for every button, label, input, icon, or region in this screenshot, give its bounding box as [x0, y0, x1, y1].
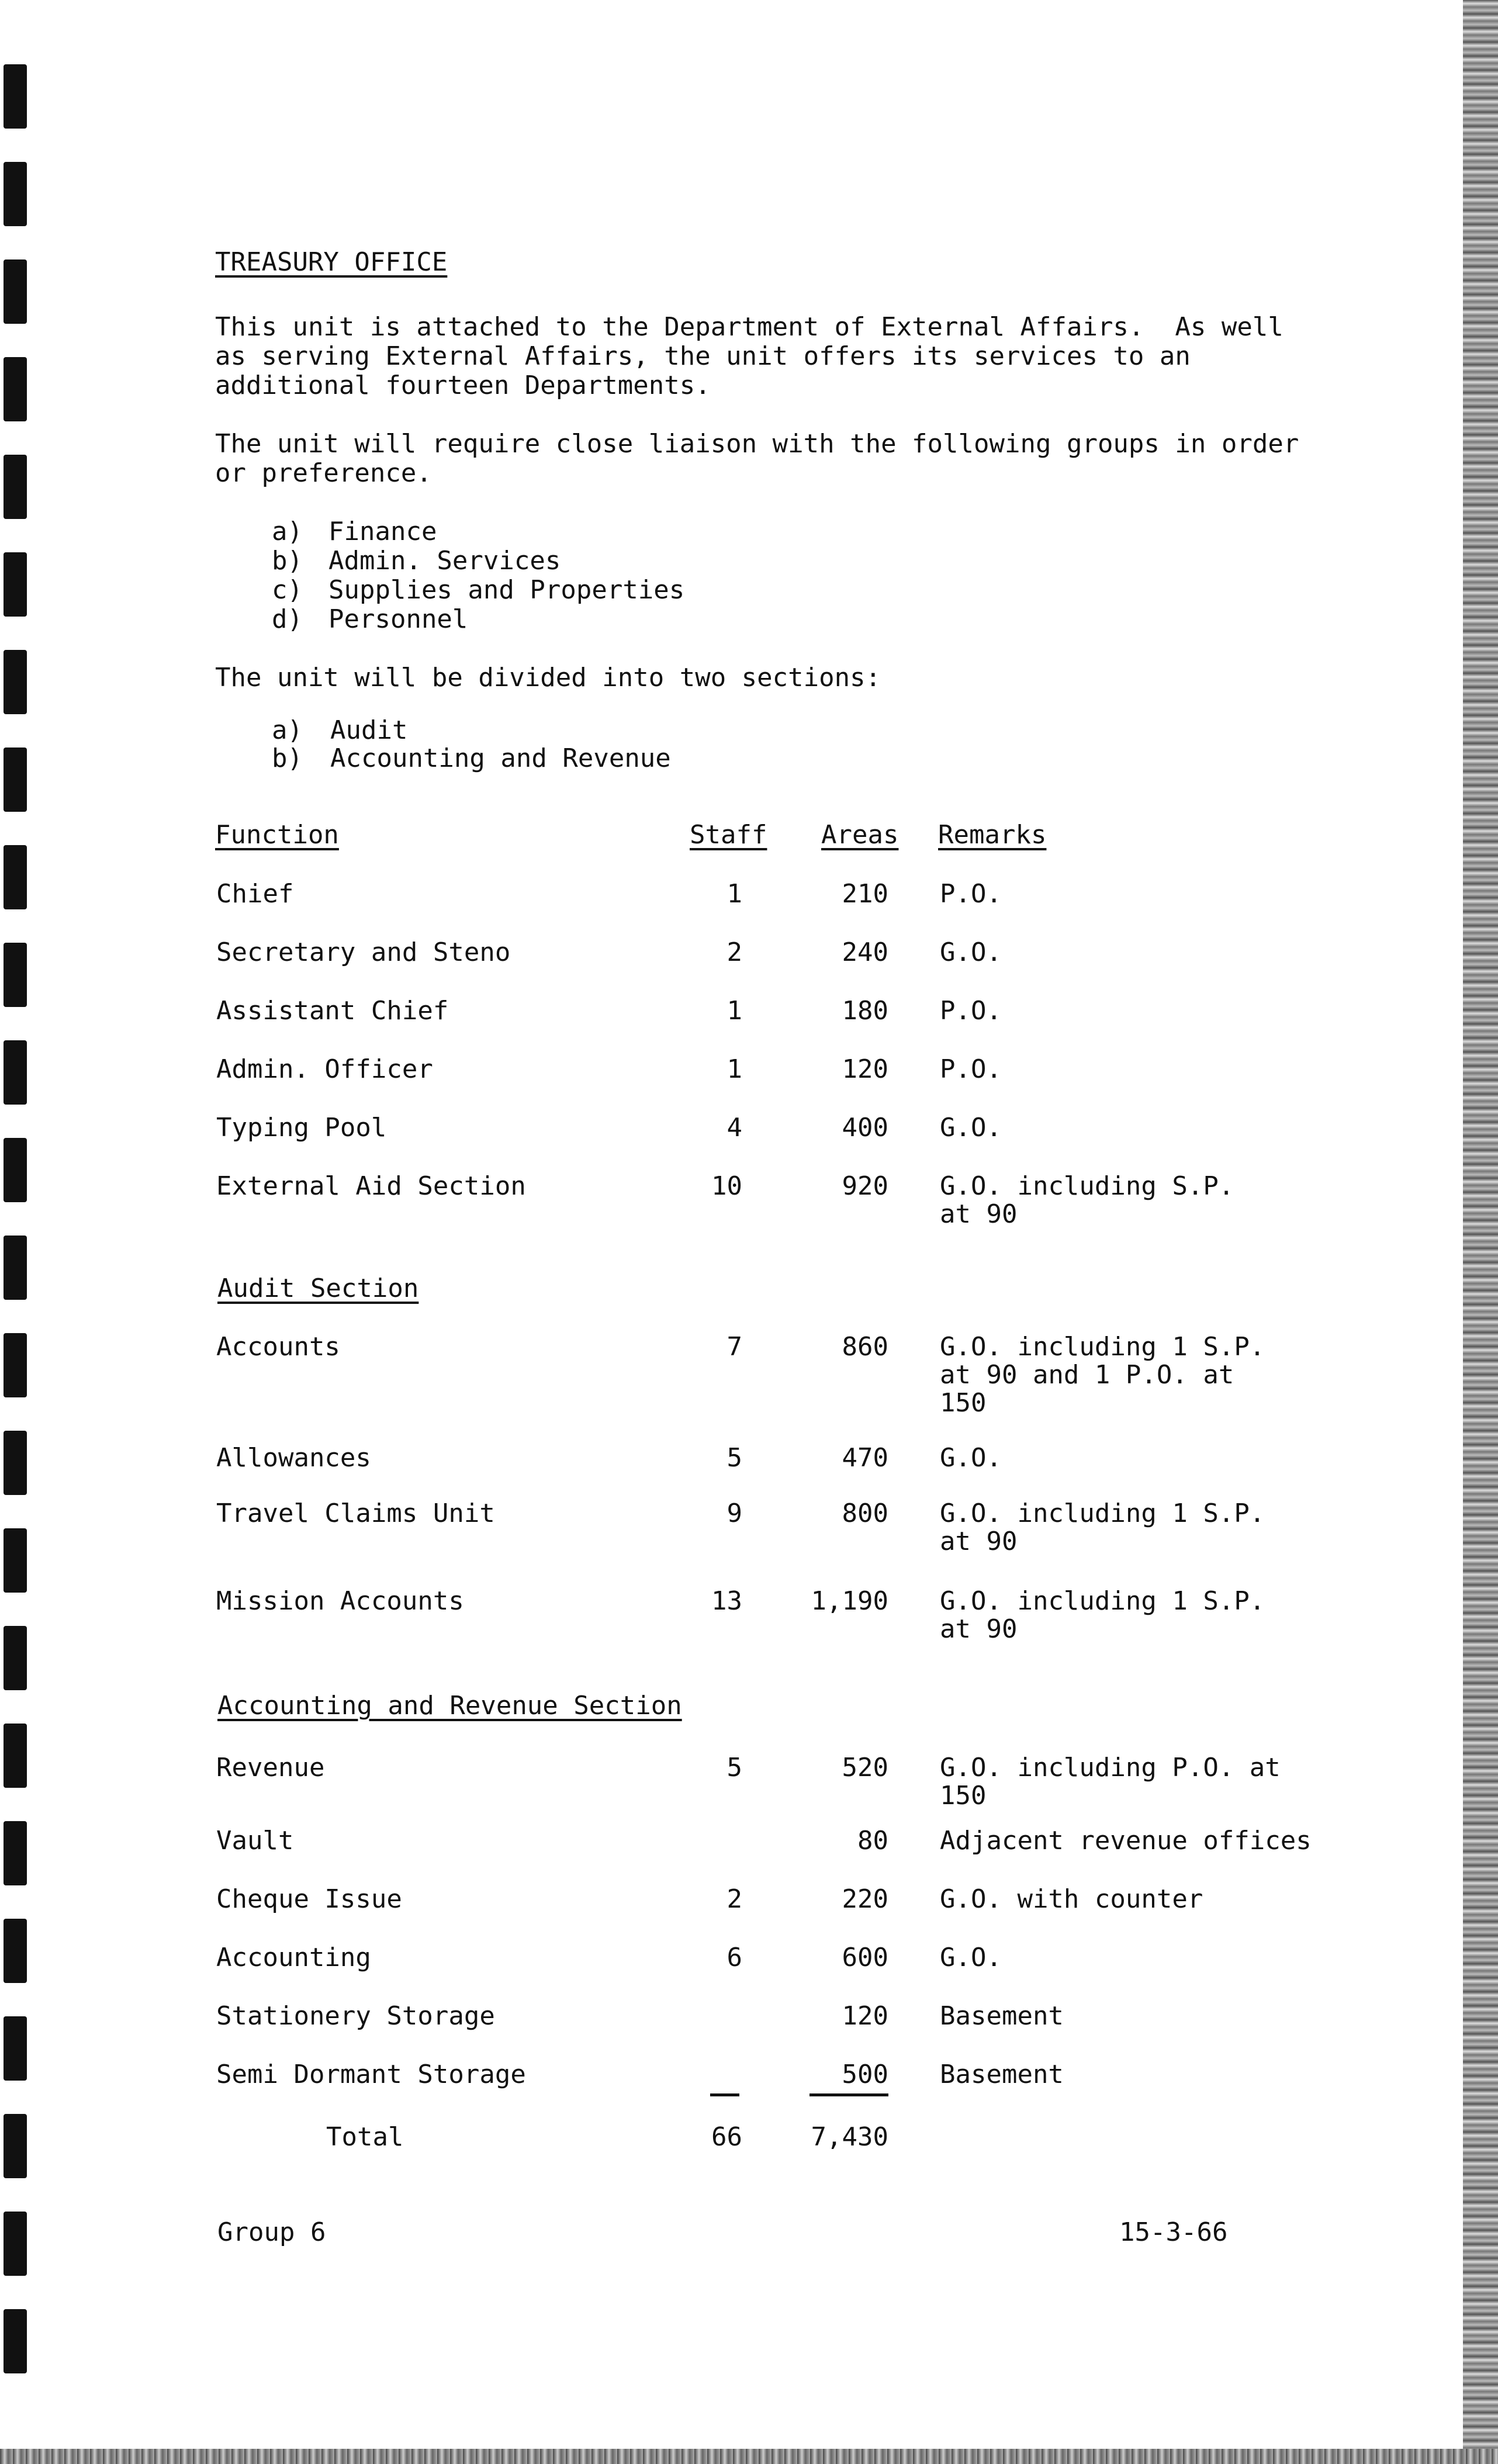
liaison-line-1: The unit will require close liaison with the following groups in order — [215, 429, 1299, 459]
table-row-remarks: at 90 and 1 P.O. at — [940, 1360, 1234, 1390]
binding-hole — [4, 2114, 27, 2178]
table-row-remarks: Basement — [940, 2060, 1064, 2089]
table-row-remarks: Basement — [940, 2001, 1064, 2031]
total-staff: 66 — [711, 2122, 742, 2152]
table-row-remarks: G.O. — [940, 1443, 1002, 1473]
table-row-areas: 800 — [842, 1499, 888, 1528]
binding-hole — [4, 1626, 27, 1690]
binding-hole — [4, 2212, 27, 2276]
binding-hole — [4, 1431, 27, 1495]
table-row-function: Cheque Issue — [216, 1884, 402, 1914]
binding-hole — [4, 2016, 27, 2081]
header-remarks: Remarks — [938, 820, 1047, 850]
list-letter: b) — [272, 546, 303, 576]
list-letter: b) — [272, 743, 303, 773]
table-row-remarks: at 90 — [940, 1614, 1018, 1644]
header-areas: Areas — [821, 820, 899, 850]
table-row-staff: 1 — [726, 1054, 742, 1084]
binding-hole — [4, 552, 27, 617]
table-row-remarks: at 90 — [940, 1199, 1018, 1229]
table-row-staff: 13 — [711, 1586, 742, 1616]
binding-hole — [4, 1138, 27, 1202]
table-row-areas: 600 — [842, 1943, 888, 1972]
table-row-areas: 470 — [842, 1443, 888, 1473]
table-row-remarks: 150 — [940, 1781, 987, 1811]
table-row-staff: 9 — [726, 1499, 742, 1528]
table-row-areas: 400 — [842, 1113, 888, 1143]
table-row-areas: 860 — [842, 1332, 888, 1362]
intro-line-1: This unit is attached to the Department of External Affairs. As well — [215, 312, 1283, 342]
list-letter: a) — [272, 517, 303, 546]
list-item: Personnel — [328, 604, 468, 634]
intro-line-2: as serving External Affairs, the unit offers its services to an — [215, 341, 1191, 371]
table-row-remarks: G.O. — [940, 1113, 1002, 1143]
total-label: Total — [326, 2122, 404, 2152]
binding-hole — [4, 1724, 27, 1788]
page-edge-right — [1463, 0, 1498, 2464]
header-function: Function — [215, 820, 339, 850]
list-item: Accounting and Revenue — [330, 743, 671, 773]
binding-hole — [4, 64, 27, 129]
binding-hole — [4, 1333, 27, 1397]
table-row-remarks: G.O. — [940, 1943, 1002, 1972]
table-row-function: Assistant Chief — [216, 996, 449, 1026]
table-row-staff: 2 — [726, 1884, 742, 1914]
areas-total-rule — [809, 2093, 888, 2096]
table-row-areas: 520 — [842, 1753, 888, 1783]
list-letter: d) — [272, 604, 303, 634]
table-row-areas: 500 — [842, 2060, 888, 2089]
table-row-remarks: P.O. — [940, 996, 1002, 1026]
table-row-staff: 6 — [726, 1943, 742, 1972]
table-row-function: Admin. Officer — [216, 1054, 433, 1084]
intro-line-3: additional fourteen Departments. — [215, 371, 711, 400]
binding-hole — [4, 1919, 27, 1983]
table-row-staff: 2 — [726, 937, 742, 967]
table-row-function: Typing Pool — [216, 1113, 387, 1143]
table-row-function: External Aid Section — [216, 1171, 526, 1201]
table-row-function: Semi Dormant Storage — [216, 2060, 526, 2089]
table-row-areas: 180 — [842, 996, 888, 1026]
table-row-staff: 5 — [726, 1443, 742, 1473]
binding-hole — [4, 1528, 27, 1593]
table-row-remarks: G.O. including S.P. — [940, 1171, 1234, 1201]
table-row-areas: 210 — [842, 879, 888, 909]
table-row-function: Chief — [216, 879, 294, 909]
table-row-function: Accounting — [216, 1943, 371, 1972]
table-row-staff: 1 — [726, 879, 742, 909]
footer-date: 15-3-66 — [1119, 2217, 1228, 2247]
list-item: Admin. Services — [328, 546, 561, 576]
table-row-remarks: G.O. with counter — [940, 1884, 1203, 1914]
binding-hole — [4, 1236, 27, 1300]
table-row-function: Secretary and Steno — [216, 937, 511, 967]
binding-hole — [4, 1040, 27, 1105]
table-row-remarks: G.O. including 1 S.P. — [940, 1586, 1265, 1616]
table-row-areas: 1,190 — [811, 1586, 888, 1616]
table-row-staff: 7 — [726, 1332, 742, 1362]
table-row-areas: 240 — [842, 937, 888, 967]
binding-hole — [4, 162, 27, 226]
binding-holes — [0, 0, 35, 2464]
table-row-areas: 920 — [842, 1171, 888, 1201]
list-letter: c) — [272, 575, 303, 605]
table-row-staff: 4 — [726, 1113, 742, 1143]
table-row-staff: 10 — [711, 1171, 742, 1201]
binding-hole — [4, 845, 27, 909]
table-row-areas: 120 — [842, 1054, 888, 1084]
table-row-areas: 220 — [842, 1884, 888, 1914]
list-letter: a) — [272, 715, 303, 745]
footer-group: Group 6 — [217, 2217, 326, 2247]
table-row-function: Stationery Storage — [216, 2001, 495, 2031]
table-row-function: Vault — [216, 1826, 294, 1856]
table-row-function: Allowances — [216, 1443, 371, 1473]
binding-hole — [4, 1821, 27, 1885]
table-row-function: Revenue — [216, 1753, 325, 1783]
binding-hole — [4, 943, 27, 1007]
table-row-areas: 120 — [842, 2001, 888, 2031]
binding-hole — [4, 650, 27, 714]
page-title: TREASURY OFFICE — [215, 247, 448, 277]
table-row-remarks: at 90 — [940, 1527, 1018, 1556]
accounting-section-heading: Accounting and Revenue Section — [217, 1691, 682, 1721]
total-areas: 7,430 — [811, 2122, 888, 2152]
binding-hole — [4, 259, 27, 324]
table-row-remarks: G.O. including P.O. at — [940, 1753, 1281, 1783]
table-row-remarks: P.O. — [940, 1054, 1002, 1084]
table-row-remarks: G.O. — [940, 937, 1002, 967]
list-item: Supplies and Properties — [328, 575, 685, 605]
table-row-remarks: G.O. including 1 S.P. — [940, 1332, 1265, 1362]
binding-hole — [4, 2309, 27, 2373]
table-row-areas: 80 — [857, 1826, 888, 1856]
staff-total-rule — [710, 2093, 739, 2096]
table-row-remarks: G.O. including 1 S.P. — [940, 1499, 1265, 1528]
table-row-staff: 1 — [726, 996, 742, 1026]
binding-hole — [4, 455, 27, 519]
table-row-function: Travel Claims Unit — [216, 1499, 495, 1528]
liaison-line-2: or preference. — [215, 458, 432, 488]
header-staff: Staff — [690, 820, 767, 850]
table-row-function: Mission Accounts — [216, 1586, 464, 1616]
list-item: Audit — [330, 715, 408, 745]
list-item: Finance — [328, 517, 437, 546]
table-row-remarks: P.O. — [940, 879, 1002, 909]
page-edge-bottom — [0, 2449, 1498, 2464]
audit-section-heading: Audit Section — [217, 1273, 419, 1303]
table-row-remarks: 150 — [940, 1388, 987, 1418]
sections-intro: The unit will be divided into two sections: — [215, 663, 881, 693]
table-row-staff: 5 — [726, 1753, 742, 1783]
table-row-remarks: Adjacent revenue offices — [940, 1826, 1312, 1856]
table-row-function: Accounts — [216, 1332, 340, 1362]
binding-hole — [4, 747, 27, 812]
binding-hole — [4, 357, 27, 421]
